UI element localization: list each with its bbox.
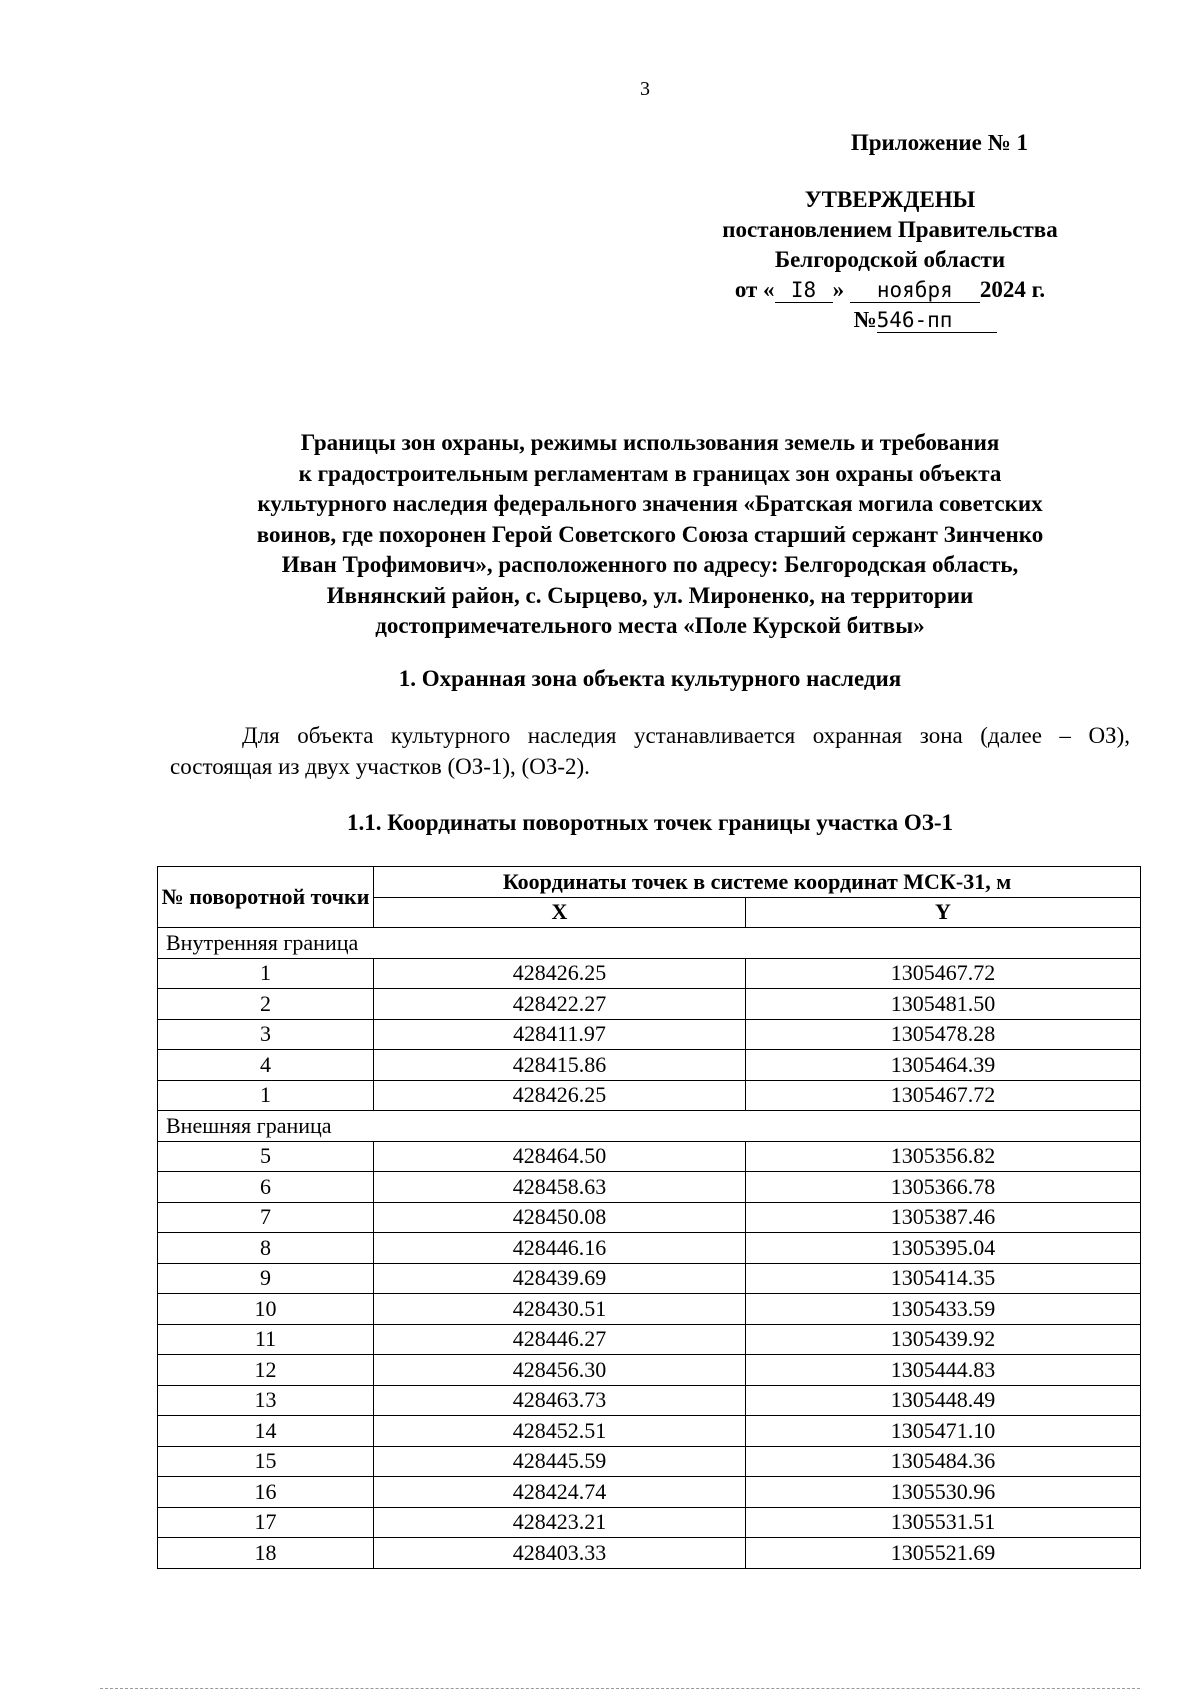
scan-edge-line [100,1688,1140,1689]
table-row [158,1202,1141,1233]
number-prefix: № [853,307,877,332]
point-number-cell: 6 [158,1172,374,1203]
y-coordinate-cell: 1305530.96 [746,1477,1141,1508]
x-coordinate-cell: 428445.59 [374,1446,746,1477]
y-coordinate-cell: 1305448.49 [746,1385,1141,1416]
x-coordinate-cell: 428439.69 [374,1263,746,1294]
approval-heading: УТВЕРЖДЕНЫ [804,187,976,212]
y-coordinate-cell: 1305484.36 [746,1446,1141,1477]
approval-number [660,305,1120,335]
table-row [158,989,1141,1020]
x-coordinate-cell: 428424.74 [374,1477,746,1508]
table-row [158,1050,1141,1081]
point-number-cell: 15 [158,1446,374,1477]
table-row [158,1294,1141,1325]
point-number-cell: 3 [158,1019,374,1050]
table-row [158,1263,1141,1294]
table-row [158,1324,1141,1355]
y-coordinate-cell: 1305395.04 [746,1233,1141,1264]
coordinates-table [157,866,1141,1569]
y-coordinate-cell: 1305433.59 [746,1294,1141,1325]
date-mid: » [832,277,845,302]
point-number-cell: 16 [158,1477,374,1508]
point-number-cell: 5 [158,1141,374,1172]
title-line: Иван Трофимович», расположенного по адресу: Белгородская область, [281,552,1019,577]
x-coordinate-cell: 428446.27 [374,1324,746,1355]
title-line: Границы зон охраны, режимы использования земель и требования [300,430,1000,455]
x-coordinate-cell: 428423.21 [374,1507,746,1538]
title-line: к градостроительным регламентам в границах зон охраны объекта [298,460,1002,486]
y-coordinate-cell: 1305414.35 [746,1263,1141,1294]
approval-date [660,275,1120,305]
point-number-cell: 13 [158,1385,374,1416]
y-coordinate-cell: 1305478.28 [746,1019,1141,1050]
x-coordinate-cell: 428426.25 [374,1080,746,1111]
y-coordinate-cell: 1305464.39 [746,1050,1141,1081]
table-row [158,1233,1141,1264]
page-number: 3 [640,78,650,100]
table-body [158,928,1141,1569]
x-coordinate-cell: 428458.63 [374,1172,746,1203]
point-number-cell: 1 [158,1080,374,1111]
title-line: достопримечательного места «Поле Курской битвы» [375,613,925,638]
title-line: Ивнянский район, с. Сырцево, ул. Мироненко, на территории [326,582,974,608]
point-number-cell: 11 [158,1324,374,1355]
approval-block [660,185,1120,335]
point-number-cell: 2 [158,989,374,1020]
y-coordinate-cell: 1305481.50 [746,989,1141,1020]
approval-line-3: Белгородской области [774,247,1006,272]
x-coordinate-cell: 428456.30 [374,1355,746,1386]
point-number-cell: 8 [158,1233,374,1264]
group-label: Внутренняя граница [158,928,1141,959]
group-row [158,1111,1141,1142]
point-number-cell: 12 [158,1355,374,1386]
table-row [158,958,1141,989]
y-coordinate-cell: 1305356.82 [746,1141,1141,1172]
header-coordinates: Координаты точек в системе координат МСК-31, м [374,867,1141,898]
table-row [158,1507,1141,1538]
header-y: Y [746,897,1141,928]
date-prefix: от « [734,277,775,302]
y-coordinate-cell: 1305467.72 [746,958,1141,989]
point-number-cell: 4 [158,1050,374,1081]
title-line: воинов, где похоронен Герой Советского Союза старший сержант Зинченко [256,521,1044,547]
table-row [158,1355,1141,1386]
x-coordinate-cell: 428446.16 [374,1233,746,1264]
group-label: Внешняя граница [158,1111,1141,1142]
x-coordinate-cell: 428430.51 [374,1294,746,1325]
table-row [158,1385,1141,1416]
point-number-cell: 7 [158,1202,374,1233]
document-title [170,428,1130,642]
y-coordinate-cell: 1305471.10 [746,1416,1141,1447]
table-row [158,1080,1141,1111]
date-month: ноября [850,278,980,303]
y-coordinate-cell: 1305387.46 [746,1202,1141,1233]
x-coordinate-cell: 428422.27 [374,989,746,1020]
approval-line-2: постановлением Правительства [722,217,1058,242]
paragraph-text: Для объекта культурного наследия устанавливается охранная зона (далее – ОЗ), состоящая из двух участков (ОЗ-1), (ОЗ-2). [170,723,1130,779]
table-row [158,1538,1141,1569]
table-row [158,1477,1141,1508]
x-coordinate-cell: 428411.97 [374,1019,746,1050]
table-row [158,1446,1141,1477]
y-coordinate-cell: 1305444.83 [746,1355,1141,1386]
y-coordinate-cell: 1305439.92 [746,1324,1141,1355]
header-x: X [374,897,746,928]
date-day: I8 [775,278,833,303]
x-coordinate-cell: 428403.33 [374,1538,746,1569]
decree-number: 546-пп [877,308,997,333]
header-point-number: № поворотной точки [158,867,374,928]
table-row [158,1141,1141,1172]
y-coordinate-cell: 1305366.78 [746,1172,1141,1203]
point-number-cell: 17 [158,1507,374,1538]
body-paragraph [170,720,1130,782]
y-coordinate-cell: 1305467.72 [746,1080,1141,1111]
date-year: 2024 г. [979,277,1046,302]
y-coordinate-cell: 1305531.51 [746,1507,1141,1538]
x-coordinate-cell: 428426.25 [374,958,746,989]
x-coordinate-cell: 428464.50 [374,1141,746,1172]
y-coordinate-cell: 1305521.69 [746,1538,1141,1569]
x-coordinate-cell: 428415.86 [374,1050,746,1081]
point-number-cell: 10 [158,1294,374,1325]
section-heading: 1. Охранная зона объекта культурного наследия [398,666,902,691]
point-number-cell: 14 [158,1416,374,1447]
appendix-label: Приложение № 1 [850,130,1028,155]
table-row [158,1416,1141,1447]
table-row [158,1019,1141,1050]
table-row [158,1172,1141,1203]
title-line: культурного наследия федерального значения «Братская могила советских [257,491,1043,516]
point-number-cell: 9 [158,1263,374,1294]
subsection-heading: 1.1. Координаты поворотных точек границы участка ОЗ-1 [346,810,954,835]
x-coordinate-cell: 428463.73 [374,1385,746,1416]
x-coordinate-cell: 428452.51 [374,1416,746,1447]
x-coordinate-cell: 428450.08 [374,1202,746,1233]
point-number-cell: 1 [158,958,374,989]
point-number-cell: 18 [158,1538,374,1569]
group-row [158,928,1141,959]
